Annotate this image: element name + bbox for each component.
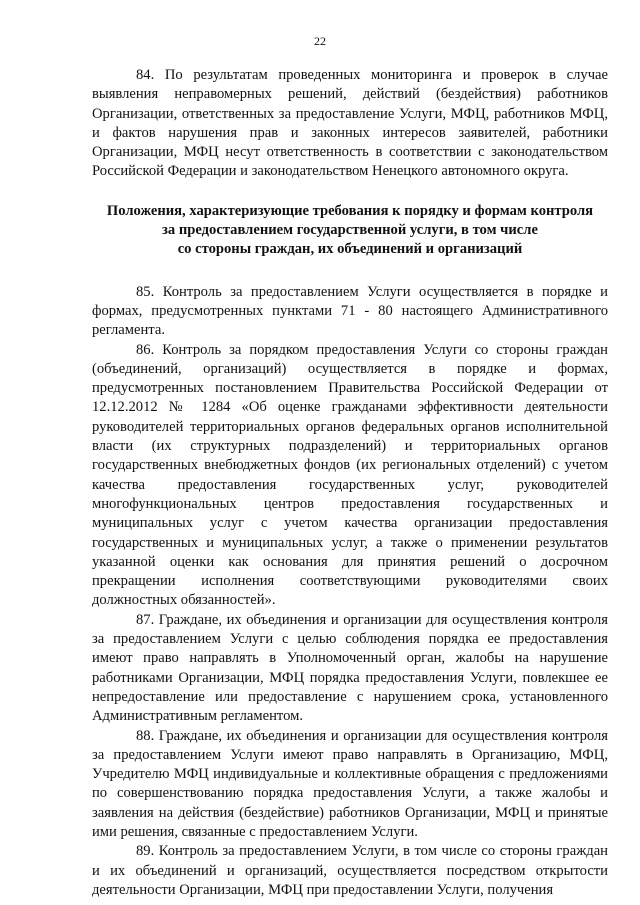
paragraph-89: 89. Контроль за предоставлением Услуги, в том числе со стороны граждан и их объединений и организаций, осуществляется посредством открытости деятельности Организации, МФЦ при предоставлении Услуги, получения [92,843,608,898]
section-heading-line-2: за предоставлением государственной услуги, в том числе [162,222,538,239]
page-number: 22 [314,34,326,48]
section-heading [92,202,608,260]
section-heading-line-3: со стороны граждан, их объединений и организаций [177,241,523,258]
paragraph-88: 88. Граждане, их объединения и организации для осуществления контроля за предоставлением Услуги имеют право направлять в Организацию, МФЦ, Учредителю МФЦ индивидуальные и коллективные обращения с предложениями по совершенствованию порядка предоставления Услуги, а также жалобы и заявления на действия (бездействие) работников Организации, МФЦ и принятые ими решения, связанные с предоставлением Услуги. [92,727,608,840]
paragraph-84: 84. По результатам проведенных мониторинга и проверок в случае выявления неправомерных решений, действий (бездействия) работников Организации, ответственных за предоставление Услуги, МФЦ, работников МФЦ, и фактов нарушения прав и законных интересов заявителей, работники Организации, МФЦ несут ответственность в соответствии с законодательством Российской Федерации и законодательством Ненецкого автономного округа. [92,67,608,180]
document-body [92,66,608,900]
section-heading-line-1: Положения, характеризующие требования к порядку и формам контроля [106,202,594,219]
paragraph-86: 86. Контроль за порядком предоставления Услуги со стороны граждан (объединений, организаций) осуществляется в порядке и формах, предусмотренных постановлением Правительства Российской Федерации от 12.12.2012 № 1284 «Об оценке гражданами эффективности деятельности руководителей территориальных органов федеральных органов исполнительной власти (их структурных подразделений) и территориальных органов государственных внебюджетных фондов (их региональных отделений) с учетом качества предоставления государственных услуг, руководителей многофункциональных центров предоставления государственных и муниципальных услуг с учетом качества организации предоставления государственных и муниципальных услуг, а также о применении результатов указанной оценки как основания для принятия решений о досрочном прекращении исполнения соответствующими руководителями своих должностных обязанностей». [92,341,608,609]
paragraph-85: 85. Контроль за предоставлением Услуги осуществляется в порядке и формах, предусмотренных пунктами 71 - 80 настоящего Административного регламента. [92,283,608,339]
paragraph-87: 87. Граждане, их объединения и организации для осуществления контроля за предоставлением Услуги с целью соблюдения порядка ее предоставления имеют право направлять в Уполномоченный орган, жалобы на нарушение работниками Организации, МФЦ порядка предоставления Услуги, повлекшее ее непредоставление или предоставление с нарушением срока, установленного Административным регламентом. [92,611,608,725]
